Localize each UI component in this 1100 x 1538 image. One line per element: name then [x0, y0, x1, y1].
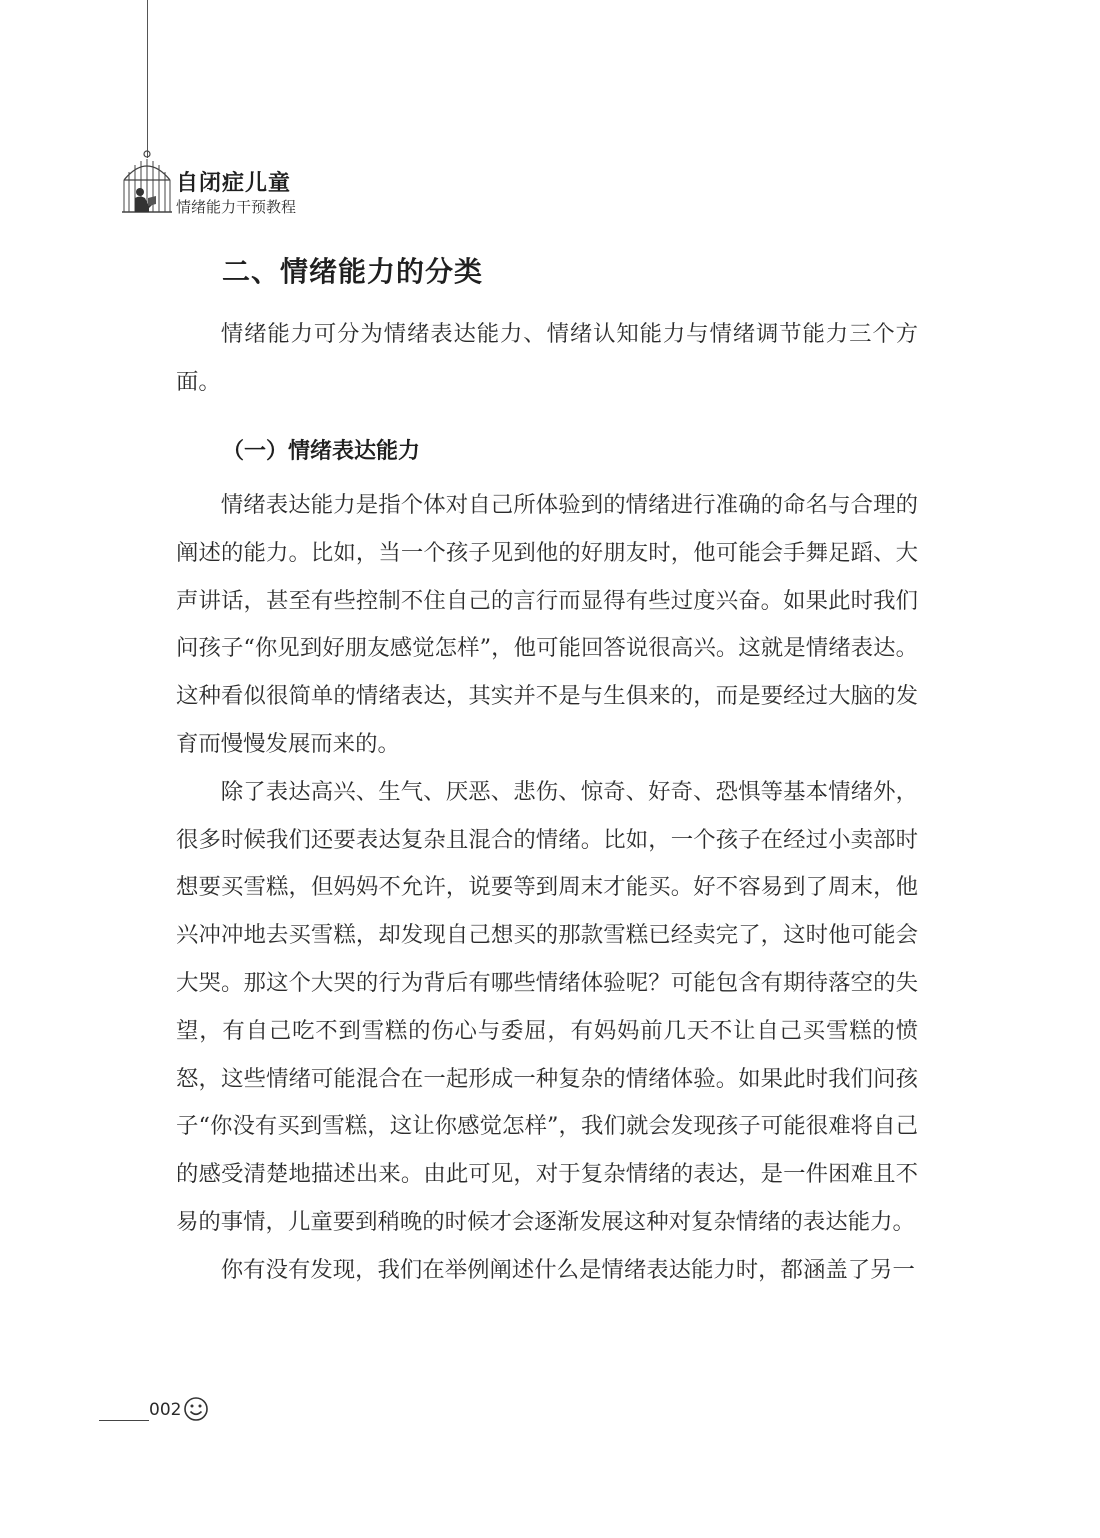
smiley-face-icon [183, 1396, 209, 1422]
section-heading: 二、情绪能力的分类 [222, 255, 484, 288]
birdcage-child-reading-icon [118, 150, 178, 220]
intro-paragraph: 情绪能力可分为情绪表达能力、情绪认知能力与情绪调节能力三个方面。 [176, 321, 918, 395]
body-paragraph-1: 情绪表达能力是指个体对自己所体验到的情绪进行准确的命名与合理的阐述的能力。比如，当一个孩子见到他的好朋友时，他可能会手舞足蹈、大声讲话，甚至有些控制不住自己的言行而显得有些过度兴奋。如果此时我们问孩子“你见到好朋友感觉怎样”，他可能回答说很高兴。这就是情绪表达。这种看似很简单的情绪表达，其实并不是与生俱来的，而是要经过大脑的发育而慢慢发展而来的。 [176, 492, 918, 757]
page-footer [99, 1400, 219, 1440]
body-paragraph-2: 除了表达高兴、生气、厌恶、悲伤、惊奇、好奇、恐惧等基本情绪外，很多时候我们还要表达复杂且混合的情绪。比如，一个孩子在经过小卖部时想要买雪糕，但妈妈不允许，说要等到周末才能买。好不容易到了周末，他兴冲冲地去买雪糕，却发现自己想买的那款雪糕已经卖完了，这时他可能会大哭。那这个大哭的行为背后有哪些情绪体验呢？可能包含有期待落空的失望，有自己吃不到雪糕的伤心与委屈，有妈妈前几天不让自己买雪糕的愤怒，这些情绪可能混合在一起形成一种复杂的情绪体验。如果此时我们问孩子“你没有买到雪糕，这让你感觉怎样”，我们就会发现孩子可能很难将自己的感受清楚地描述出来。由此可见，对于复杂情绪的表达，是一件困难且不易的事情，儿童要到稍晚的时候才会逐渐发展这种对复杂情绪的表达能力。 [176, 778, 918, 1235]
book-subtitle: 情绪能力干预教程 [176, 198, 297, 216]
footer-rule [99, 1420, 149, 1421]
body-text [176, 482, 918, 1295]
book-title: 自闭症儿童 [176, 171, 292, 196]
body-paragraph-3: 你有没有发现，我们在举例阐述什么是情绪表达能力时，都涵盖了另一 [220, 1256, 915, 1283]
hanging-string [147, 0, 148, 158]
page-number: 002 [149, 1400, 182, 1420]
intro-block [176, 311, 918, 407]
subsection-heading: （一）情绪表达能力 [222, 439, 421, 464]
